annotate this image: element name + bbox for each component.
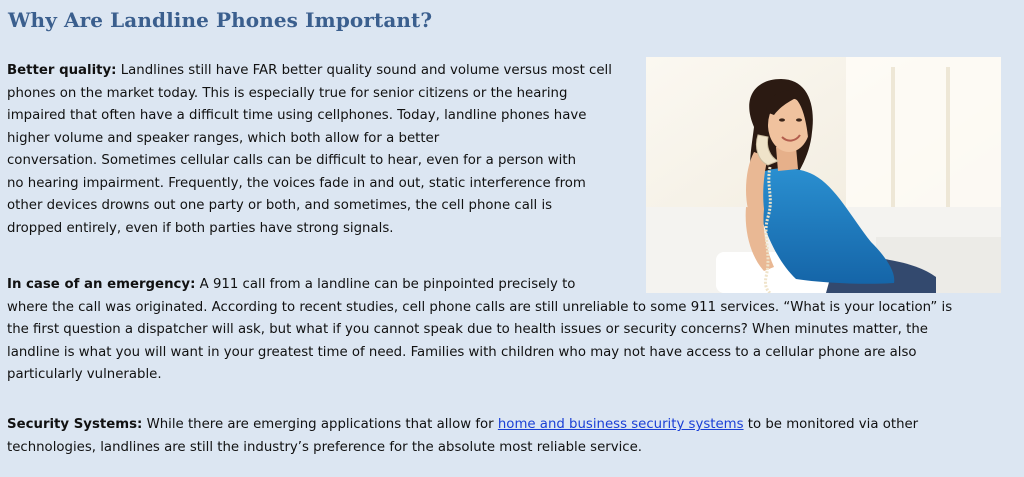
emergency-line: landline is what you will want in your greatest time of need. Families with children who may not have access to a cellular phone are also bbox=[7, 344, 917, 360]
emergency-line: A 911 call from a landline can be pinpointed precisely to bbox=[195, 277, 576, 292]
security-text-after-link: to be monitored via other bbox=[743, 417, 919, 432]
quality-line: phones on the market today. This is especially true for senior citizens or the hearing bbox=[7, 85, 568, 101]
security-heading: Security Systems: bbox=[7, 417, 143, 432]
better-quality-paragraph bbox=[7, 60, 632, 240]
quality-line: Landlines still have FAR better quality sound and volume versus most cell bbox=[116, 63, 612, 78]
emergency-line: the first question a dispatcher will ask, but what if you cannot speak due to health issues or security concerns? When minutes matter, the bbox=[7, 322, 928, 337]
emergency-line: where the call was originated. According to recent studies, cell phone calls are still unreliable to some 911 services. “What is your location” is bbox=[7, 299, 953, 315]
quality-line: impaired that often have a difficult time using cellphones. Today, landline phones have bbox=[7, 108, 587, 123]
better-quality-heading: Better quality: bbox=[7, 63, 117, 78]
page-title: Why Are Landline Phones Important? bbox=[8, 8, 433, 32]
quality-line: other devices drowns out one party or both, and sometimes, the cell phone call is bbox=[7, 198, 553, 213]
photo-illustration bbox=[646, 57, 1001, 293]
security-line: technologies, landlines are still the industry’s preference for the absolute most reliable service. bbox=[7, 439, 643, 455]
emergency-line: particularly vulnerable. bbox=[7, 367, 162, 382]
quality-line: conversation. Sometimes cellular calls can be difficult to hear, even for a person with bbox=[7, 153, 577, 168]
quality-line: no hearing impairment. Frequently, the voices fade in and out, static interference from bbox=[7, 175, 586, 191]
quality-line: dropped entirely, even if both parties have strong signals. bbox=[7, 220, 394, 236]
quality-line: higher volume and speaker ranges, which both allow for a better bbox=[7, 130, 440, 146]
security-systems-link[interactable]: home and business security systems bbox=[497, 417, 744, 432]
emergency-heading: In case of an emergency: bbox=[7, 277, 196, 292]
woman-on-phone-photo bbox=[646, 57, 1001, 293]
security-text-before-link: While there are emerging applications that allow for bbox=[142, 417, 498, 432]
emergency-paragraph bbox=[7, 274, 1019, 387]
security-paragraph bbox=[7, 414, 1019, 459]
